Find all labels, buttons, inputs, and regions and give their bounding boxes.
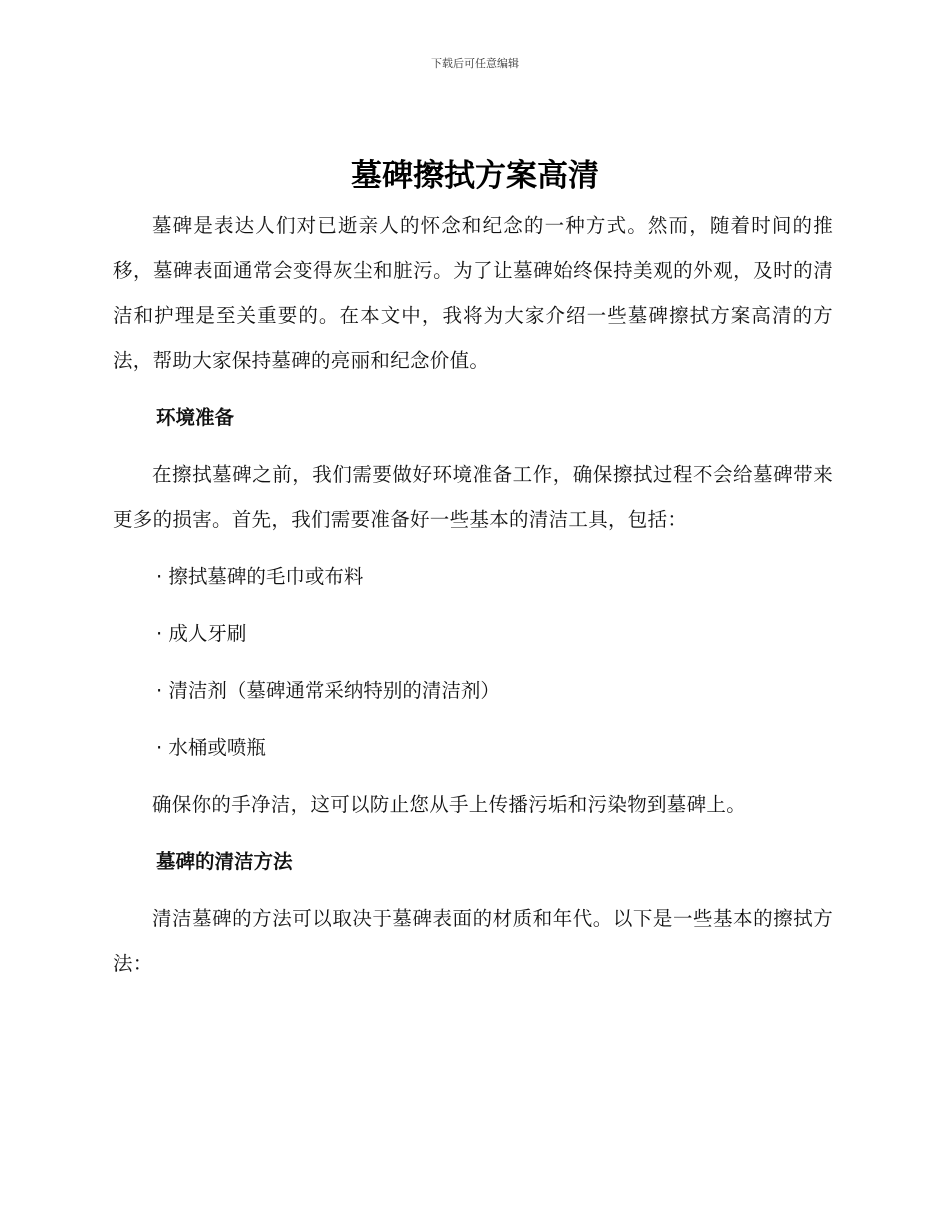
environment-paragraph: 在擦拭墓碑之前，我们需要做好环境准备工作，确保擦拭过程不会给墓碑带来更多的损害。首先，我们需要准备好一些基本的清洁工具，包括：	[113, 463, 833, 531]
document-title: 墓碑擦拭方案高清	[351, 158, 599, 194]
header-note: 下载后可任意编辑	[431, 57, 519, 70]
intro-paragraph: 墓碑是表达人们对已逝亲人的怀念和纪念的一种方式。然而，随着时间的推移，墓碑表面通常会变得灰尘和脏污。为了让墓碑始终保持美观的外观，及时的清洁和护理是至关重要的。在本文中，我将为大家介绍一些墓碑擦拭方案高清的方法，帮助大家保持墓碑的亮丽和纪念价值。	[113, 214, 833, 372]
cleaning-methods-paragraph: 清洁墓碑的方法可以取决于墓碑表面的材质和年代。以下是一些基本的擦拭方法：	[113, 907, 833, 975]
list-item: · 清洁剂（墓碑通常采纳特别的清洁剂）	[156, 679, 500, 702]
list-item: · 成人牙刷	[156, 622, 247, 645]
list-item: · 擦拭墓碑的毛巾或布料	[156, 565, 364, 588]
tools-list	[113, 554, 833, 770]
section-heading-environment: 环境准备	[156, 406, 235, 429]
list-item: · 水桶或喷瓶	[156, 736, 266, 759]
hands-clean-paragraph: 确保你的手净洁，这可以防止您从手上传播污垢和污染物到墓碑上。	[152, 793, 747, 816]
section-heading-cleaning-methods: 墓碑的清洁方法	[156, 850, 293, 873]
document-body	[113, 203, 833, 986]
